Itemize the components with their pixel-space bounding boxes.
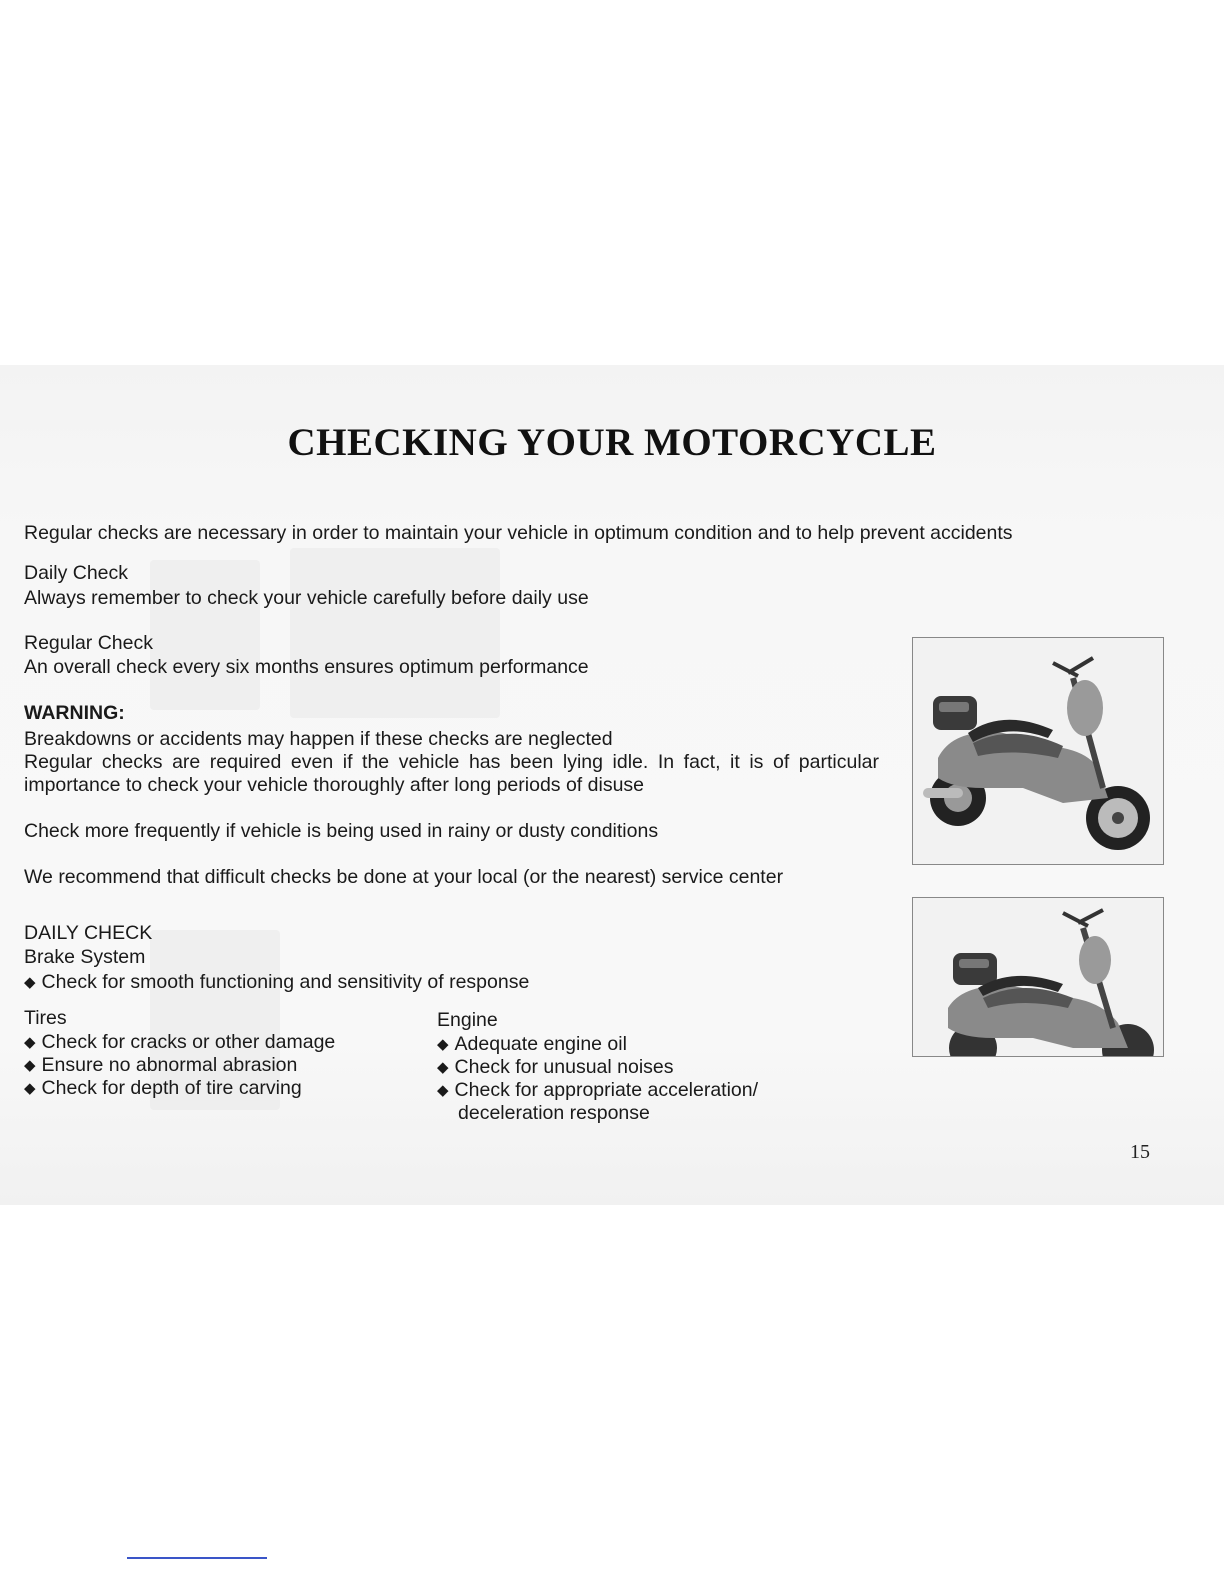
engine-item: ◆ Check for appropriate acceleration/ — [437, 1079, 758, 1103]
engine-heading: Engine — [437, 1009, 498, 1031]
page-title: CHECKING YOUR MOTORCYCLE — [287, 421, 937, 464]
tires-item: ◆ Check for depth of tire carving — [24, 1077, 302, 1101]
scooter-photo — [912, 637, 1164, 865]
warning-line-2: Regular checks are required even if the vehicle has been lying idle. In fact, it is of particular importance to check your vehicle thoroughly after long periods of disuse — [24, 751, 879, 796]
daily-check-list-heading: DAILY CHECK — [24, 922, 153, 944]
bleed-through-image — [150, 560, 260, 710]
bleed-through-image — [290, 548, 500, 718]
tires-heading: Tires — [24, 1007, 67, 1029]
warning-heading: WARNING: — [24, 702, 125, 724]
regular-check-text: An overall check every six months ensures optimum performance — [24, 656, 589, 678]
tires-item: ◆ Check for cracks or other damage — [24, 1031, 335, 1055]
engine-item: ◆ Adequate engine oil — [437, 1033, 627, 1057]
daily-check-text: Always remember to check your vehicle carefully before daily use — [24, 587, 589, 609]
engine-item-continuation: deceleration response — [458, 1102, 650, 1124]
regular-check-heading: Regular Check — [24, 632, 153, 654]
daily-check-heading: Daily Check — [24, 562, 129, 584]
scooter-photo-2 — [912, 897, 1164, 1057]
engine-item: ◆ Check for unusual noises — [437, 1056, 674, 1080]
footer-link-rule — [127, 1557, 267, 1559]
warning-line-1: Breakdowns or accidents may happen if these checks are neglected — [24, 728, 613, 750]
warning-line-3: Check more frequently if vehicle is being used in rainy or dusty conditions — [24, 820, 659, 842]
intro-text: Regular checks are necessary in order to maintain your vehicle in optimum condition and to help prevent accidents — [24, 522, 1013, 544]
page-number: 15 — [1130, 1141, 1150, 1163]
brake-item: ◆ Check for smooth functioning and sensitivity of response — [24, 971, 529, 995]
warning-line-4: We recommend that difficult checks be done at your local (or the nearest) service center — [24, 866, 784, 888]
brake-system-heading: Brake System — [24, 946, 146, 968]
tires-item: ◆ Ensure no abnormal abrasion — [24, 1054, 297, 1078]
